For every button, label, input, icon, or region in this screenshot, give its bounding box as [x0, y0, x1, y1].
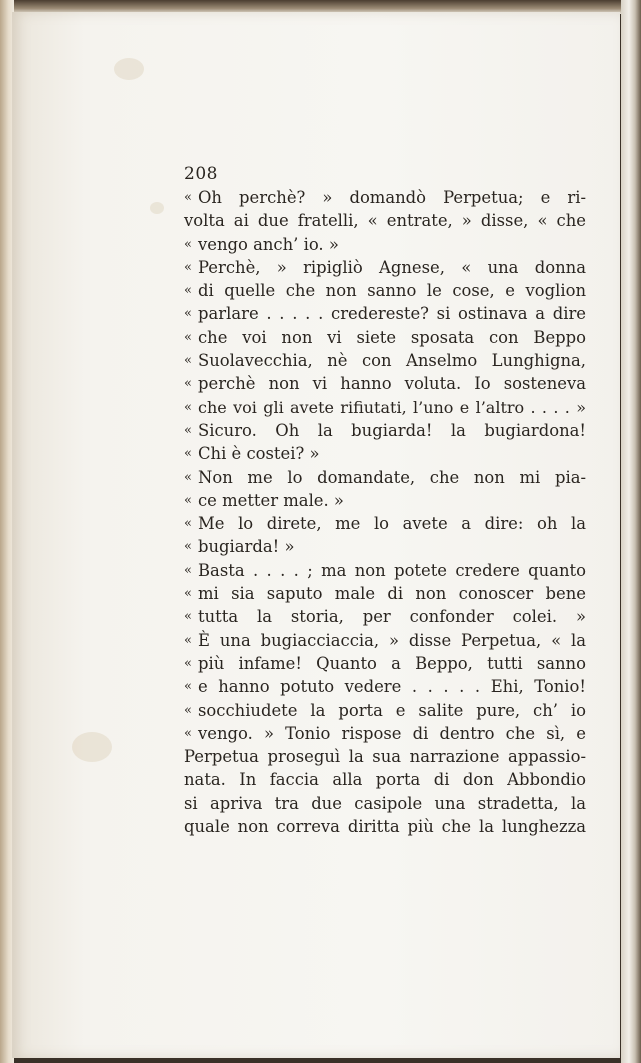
- text-line: [184, 768, 586, 791]
- text-line: [184, 535, 586, 558]
- line-text: Non me lo domandate, che non mi pia-: [198, 467, 586, 487]
- quote-mark: «: [184, 353, 192, 369]
- text-line: [184, 419, 586, 442]
- text-line: [184, 675, 586, 698]
- book-fore-edge: [621, 0, 641, 1063]
- quote-mark: «: [184, 609, 192, 625]
- text-line: [184, 792, 586, 815]
- text-line: [184, 326, 586, 349]
- line-text: mi sia saputo male di non conoscer bene: [198, 584, 586, 604]
- text-line: [184, 629, 586, 652]
- quote-mark: «: [184, 259, 192, 275]
- quote-mark: «: [184, 422, 192, 438]
- text-line: [184, 559, 586, 582]
- line-text: Oh perchè? » domandò Perpetua; e ri-: [198, 188, 586, 207]
- line-text: Me lo direte, me lo avete a dire: oh la: [198, 514, 586, 534]
- text-line: [184, 512, 586, 535]
- line-text: quale non correva diritta più che la lunghezza: [184, 817, 586, 837]
- line-text: che voi gli avete rifiutati, l’uno e l’altro . . . . »: [198, 397, 586, 417]
- text-line: [184, 652, 586, 675]
- line-text: vengo anch’ io. »: [198, 234, 339, 254]
- quote-mark: «: [184, 586, 192, 602]
- quote-mark: «: [184, 562, 192, 578]
- line-text: si apriva tra due casipole una stradetta, la: [184, 793, 586, 813]
- line-text: tutta la storia, per confonder colei. »: [198, 607, 586, 627]
- text-line: [184, 466, 586, 489]
- line-text: parlare . . . . . credereste? si ostinava a dire: [198, 304, 586, 324]
- text-line: [184, 186, 586, 209]
- quote-mark: «: [184, 236, 192, 252]
- text-line: [184, 745, 586, 768]
- quote-mark: «: [184, 446, 192, 462]
- paper-stain: [150, 202, 164, 214]
- text-line: [184, 302, 586, 325]
- quote-mark: «: [184, 632, 192, 648]
- line-text: nata. In faccia alla porta di don Abbondio: [184, 770, 586, 790]
- text-line: [184, 699, 586, 722]
- line-text: Suolavecchia, nè con Anselmo Lunghigna,: [198, 351, 586, 371]
- quote-mark: «: [184, 516, 192, 532]
- text-line: [184, 372, 586, 395]
- line-text: che voi non vi siete sposata con Beppo: [198, 327, 586, 347]
- line-text: socchiudete la porta e salite pure, ch’ io: [198, 700, 586, 720]
- line-text: vengo. » Tonio rispose di dentro che sì, e: [198, 723, 586, 743]
- line-text: È una bugiacciaccia, » disse Perpetua, « la: [198, 630, 586, 650]
- page-number: 208: [184, 164, 218, 184]
- text-line: [184, 442, 586, 465]
- line-text: ce metter male. »: [198, 490, 344, 510]
- text-line: [184, 605, 586, 628]
- text-lines: [184, 186, 586, 838]
- page-text-block: [184, 162, 586, 838]
- text-line: [184, 722, 586, 745]
- line-text: Sicuro. Oh la bugiarda! la bugiardona!: [198, 420, 586, 440]
- text-line: [184, 233, 586, 256]
- line-text: volta ai due fratelli, « entrate, » disse, « che: [184, 211, 586, 231]
- paper-stain: [72, 732, 112, 762]
- text-line: [184, 582, 586, 605]
- quote-mark: «: [184, 329, 192, 345]
- line-text: e hanno potuto vedere . . . . . Ehi, Tonio!: [198, 677, 586, 697]
- quote-mark: «: [184, 190, 192, 205]
- quote-mark: «: [184, 469, 192, 485]
- text-line: [184, 489, 586, 512]
- book-page: [12, 12, 620, 1058]
- quote-mark: «: [184, 725, 192, 741]
- text-line: [184, 815, 586, 838]
- paper-stain: [114, 58, 144, 80]
- line-text: perchè non vi hanno voluta. Io sosteneva: [198, 374, 586, 394]
- line-text: di quelle che non sanno le cose, e voglion: [198, 281, 586, 301]
- line-text: bugiarda! »: [198, 537, 295, 557]
- quote-mark: «: [184, 492, 192, 508]
- quote-mark: «: [184, 283, 192, 299]
- line-text: Chi è costei? »: [198, 444, 320, 464]
- text-line: [184, 349, 586, 372]
- quote-mark: «: [184, 399, 192, 415]
- text-line: [184, 256, 586, 279]
- text-line: [184, 396, 586, 419]
- quote-mark: «: [184, 306, 192, 322]
- quote-mark: «: [184, 679, 192, 695]
- quote-mark: «: [184, 655, 192, 671]
- text-line: [184, 209, 586, 232]
- line-text: Basta . . . . ; ma non potete credere quanto: [198, 560, 586, 580]
- line-text: più infame! Quanto a Beppo, tutti sanno: [198, 653, 586, 673]
- line-text: Perchè, » ripigliò Agnese, « una donna: [198, 257, 586, 277]
- quote-mark: «: [184, 376, 192, 392]
- quote-mark: «: [184, 702, 192, 718]
- text-line: [184, 279, 586, 302]
- line-text: Perpetua proseguì la sua narrazione appassio-: [184, 747, 586, 767]
- quote-mark: «: [184, 539, 192, 555]
